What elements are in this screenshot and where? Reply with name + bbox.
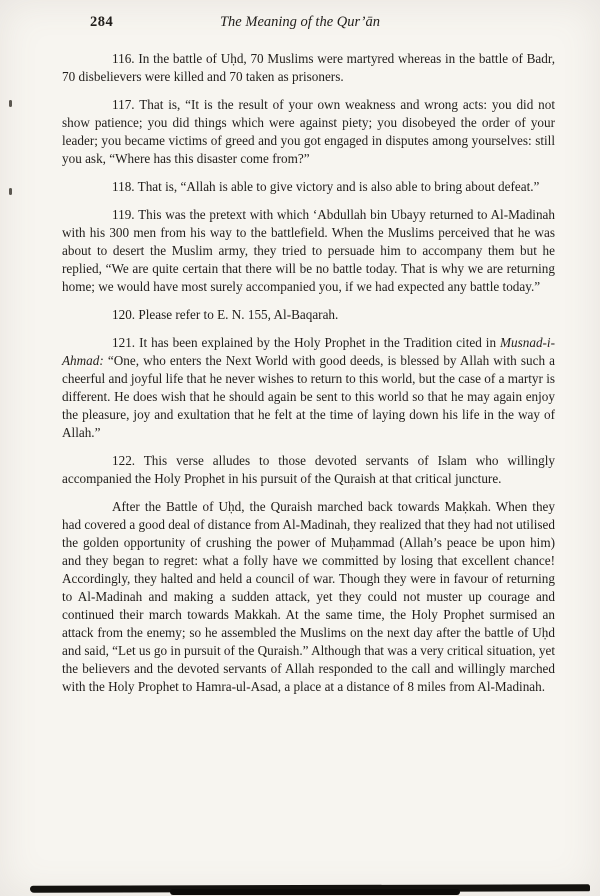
note-121-text-continued: “One, who enters the Next World with good deeds, is blessed by Allah with such a cheerful and joyful life that he never wishes to return to this world, but the case of a martyr is different. He does wish that he should again be sent to this world so that he may again enjoy the pleasure, joy and exultation that he felt at the time of laying down his life in the way of Allah.” (62, 353, 555, 440)
note-117: 117. That is, “It is the result of your own weakness and wrong acts: you did not show patience; you did things which were against piety; you disobeyed the order of your leader; you became victims of greed and you got engaged in disputes among yourselves: still you ask, “Where has this disaster come from?” (62, 97, 555, 166)
scan-speck (9, 100, 12, 107)
note-121 (62, 334, 555, 442)
scan-speck (9, 188, 12, 195)
book-title: The Meaning of the Qur’ān (219, 14, 381, 30)
note-121-italic-title: Musnad-i-Ahmad: (62, 335, 555, 368)
note-119: 119. This was the pretext with which ‘Abdullah bin Ubayy returned to Al-Madinah with his 300 men from his way to the battlefield. When the Muslims perceived that he was about to desert the Muslim army, they tried to persuade him to accompany them but he replied, “We are quite certain that there will be no battle today. That is why we are returning home; we would have most surely accompanied you, if we had expected any battle today.” (62, 207, 555, 294)
note-116: 116. In the battle of Uḥd, 70 Muslims were martyred whereas in the battle of Badr, 70 disbelievers were killed and 70 taken as prisoners. (62, 51, 555, 84)
note-120: 120. Please refer to E. N. 155, Al-Baqarah. (112, 307, 339, 322)
closing-paragraph: After the Battle of Uḥd, the Quraish marched back towards Maḳkah. When they had covered a good deal of distance from Al-Madinah, they realized that they had not utilised the golden opportunity of crushing the power of Muḥammad (Allah’s peace be upon him) and they began to regret: what a folly have we committed by losing that excellent chance! Accordingly, they halted and held a council of war. Though they were in favour of returning to Al-Madinah and making a sudden attack, yet they could not muster up courage and continued their march towards Makkah. At the same time, the Holy Prophet surmised an attack from the enemy; so he assembled the Muslims on the next day after the battle of Uḥd and said, “Let us go in pursuit of the Quraish.” Although that was a very critical situation, yet the believers and the devoted servants of Allah responded to the call and willingly marched with the Holy Prophet to Hamra-ul-Asad, a place at a distance of 8 miles from Al-Madinah. (62, 499, 555, 694)
note-122: 122. This verse alludes to those devoted servants of Islam who willingly accompanied the Holy Prophet in his pursuit of the Quraish at that critical juncture. (62, 453, 555, 486)
note-118: 118. That is, “Allah is able to give victory and is also able to bring about defeat.” (112, 179, 540, 194)
page-number: 284 (90, 14, 114, 30)
note-121-text: 121. It has been explained by the Holy Prophet in the Tradition cited in (112, 335, 501, 350)
page-body (0, 34, 600, 696)
scan-edge-artifact (170, 889, 460, 895)
page-header (0, 0, 600, 34)
